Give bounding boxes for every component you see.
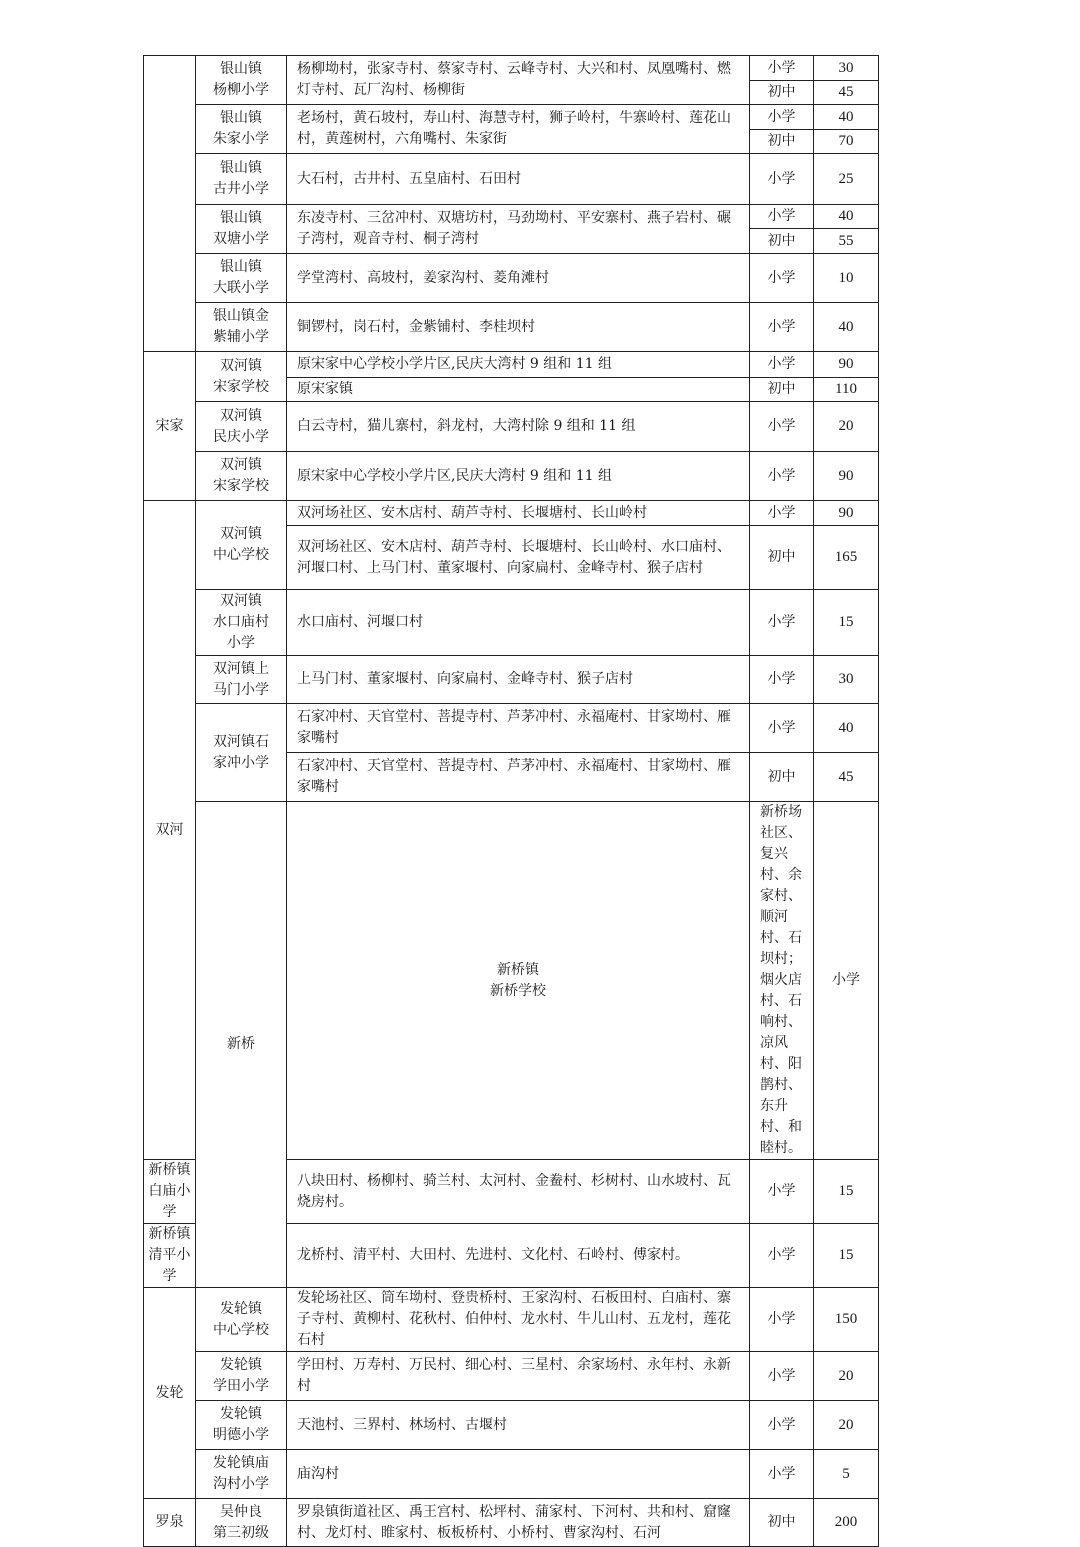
town-name: 双河 — [144, 501, 196, 1160]
school-level: 小学 — [750, 656, 814, 704]
district-villages: 罗泉镇街道社区、禹王宫村、松坪村、蒲家村、下河村、共和村、窟窿村、龙灯村、睢家村、板板桥村、小桥村、曹家沟村、石河 — [287, 1499, 750, 1547]
school-name: 双河镇 水口庙村 小学 — [196, 590, 287, 656]
school-level: 小学 — [750, 1160, 814, 1224]
quota-number: 20 — [814, 1352, 879, 1401]
school-level: 小学 — [750, 1224, 814, 1288]
table-row — [144, 105, 879, 130]
district-villages: 双河场社区、安木店村、葫芦寺村、长堰塘村、长山岭村 — [287, 501, 750, 526]
quota-number: 15 — [814, 590, 879, 656]
district-villages: 石家冲村、天官堂村、菩提寺村、芦茅冲村、永福庵村、甘家坳村、雁家嘴村 — [287, 704, 750, 753]
school-name: 银山镇金 紫辅小学 — [196, 303, 287, 352]
town-name: 新桥 — [196, 802, 287, 1288]
table-row — [144, 352, 879, 378]
school-level: 小学 — [750, 704, 814, 753]
quota-number: 40 — [814, 105, 879, 130]
school-level: 小学 — [750, 205, 814, 229]
table-row — [144, 1499, 879, 1547]
quota-number: 45 — [814, 81, 879, 105]
table-row — [144, 452, 879, 501]
table-row — [144, 1450, 879, 1499]
table-row — [144, 402, 879, 452]
table-row — [144, 590, 879, 656]
school-level: 小学 — [750, 501, 814, 526]
table-row — [144, 704, 879, 753]
town-name: 罗泉 — [144, 1499, 196, 1547]
school-name: 双河镇 宋家学校 — [196, 452, 287, 501]
district-villages: 铜锣村，岗石村，金紫铺村、李桂坝村 — [287, 303, 750, 352]
district-villages: 白云寺村，猫儿寨村，斜龙村，大湾村除 9 组和 11 组 — [287, 402, 750, 452]
school-name: 发轮镇 中心学校 — [196, 1288, 287, 1352]
quota-number: 15 — [814, 1160, 879, 1224]
quota-number: 45 — [814, 753, 879, 802]
district-villages: 龙桥村、清平村、大田村、先进村、文化村、石岭村、傅家村。 — [287, 1224, 750, 1288]
school-level: 小学 — [750, 452, 814, 501]
school-level: 初中 — [750, 526, 814, 590]
quota-number: 90 — [814, 352, 879, 378]
school-level: 小学 — [750, 352, 814, 378]
school-level: 小学 — [750, 1352, 814, 1401]
district-villages: 东凌寺村、三岔冲村、双塘坊村，马劲坳村、平安寨村、燕子岩村、碾子湾村，观音寺村、桐子湾村 — [287, 205, 750, 254]
school-name: 双河镇 中心学校 — [196, 501, 287, 590]
school-name: 发轮镇 学田小学 — [196, 1352, 287, 1401]
district-villages: 发轮场社区、筒车坳村、登贵桥村、王家沟村、石板田村、白庙村、寨子寺村、黄柳村、花秋村、伯仲村、龙水村、牛儿山村、五龙村，莲花石村 — [287, 1288, 750, 1352]
school-level: 小学 — [750, 105, 814, 130]
school-name: 新桥镇 清平小学 — [144, 1224, 196, 1288]
quota-number: 90 — [814, 452, 879, 501]
quota-number: 30 — [814, 56, 879, 81]
table-row — [144, 1288, 879, 1352]
school-name: 双河镇上 马门小学 — [196, 656, 287, 704]
quota-number: 40 — [814, 205, 879, 229]
table-row — [144, 205, 879, 229]
school-level: 初中 — [750, 378, 814, 402]
school-name: 银山镇 大联小学 — [196, 254, 287, 303]
school-name: 银山镇 朱家小学 — [196, 105, 287, 154]
school-level: 小学 — [750, 402, 814, 452]
school-level: 初中 — [750, 1499, 814, 1547]
school-level: 小学 — [750, 1401, 814, 1450]
school-name: 银山镇 古井小学 — [196, 154, 287, 205]
school-level: 小学 — [750, 154, 814, 205]
school-name: 银山镇 双塘小学 — [196, 205, 287, 254]
quota-number: 70 — [814, 130, 879, 154]
quota-number: 40 — [814, 704, 879, 753]
school-name: 银山镇 杨柳小学 — [196, 56, 287, 105]
town-name: 宋家 — [144, 352, 196, 501]
school-level: 小学 — [814, 802, 879, 1160]
quota-number: 165 — [814, 526, 879, 590]
table-row — [144, 656, 879, 704]
district-villages: 双河场社区、安木店村、葫芦寺村、长堰塘村、长山岭村、水口庙村、河堰口村、上马门村、董家堰村、向家扁村、金峰寺村、猴子店村 — [287, 526, 750, 590]
school-level: 初中 — [750, 753, 814, 802]
district-villages: 学田村、万寿村、万民村、细心村、三星村、余家场村、永年村、永新村 — [287, 1352, 750, 1401]
school-name: 发轮镇 明德小学 — [196, 1401, 287, 1450]
quota-number: 40 — [814, 303, 879, 352]
quota-number: 5 — [814, 1450, 879, 1499]
district-villages: 老场村，黄石坡村，寿山村、海慧寺村，狮子岭村，牛寨岭村、莲花山村，黄莲树村，六角嘴村、朱家街 — [287, 105, 750, 154]
quota-number: 30 — [814, 656, 879, 704]
district-villages: 原宋家镇 — [287, 378, 750, 402]
quota-number: 200 — [814, 1499, 879, 1547]
town-name: 发轮 — [144, 1288, 196, 1499]
school-name: 新桥镇 新桥学校 — [287, 802, 750, 1160]
school-level: 初中 — [750, 130, 814, 154]
table-row — [144, 56, 879, 81]
town-cell — [144, 56, 196, 352]
school-level: 小学 — [750, 1288, 814, 1352]
school-level: 小学 — [750, 56, 814, 81]
district-villages: 新桥场社区、复兴村、余家村、顺河村、石坝村； 烟火店村、石响村、凉风村、阳鹊村、东升村、和睦村。 — [750, 802, 814, 1160]
table-row — [144, 802, 879, 1160]
quota-number: 20 — [814, 1401, 879, 1450]
table-row — [144, 501, 879, 526]
district-villages: 原宋家中心学校小学片区,民庆大湾村 9 组和 11 组 — [287, 352, 750, 378]
table-row — [144, 1352, 879, 1401]
district-villages: 石家冲村、天官堂村、菩提寺村、芦茅冲村、永福庵村、甘家坳村、雁家嘴村 — [287, 753, 750, 802]
table-row — [144, 154, 879, 205]
quota-number: 55 — [814, 229, 879, 254]
school-name: 双河镇 宋家学校 — [196, 352, 287, 402]
school-level: 初中 — [750, 81, 814, 105]
school-level: 小学 — [750, 1450, 814, 1499]
district-villages: 天池村、三界村、林场村、古堰村 — [287, 1401, 750, 1450]
table-row — [144, 254, 879, 303]
district-villages: 八块田村、杨柳村、骑兰村、太河村、金鲞村、杉树村、山水坡村、瓦烧房村。 — [287, 1160, 750, 1224]
table-row — [144, 303, 879, 352]
district-villages: 杨柳坳村，张家寺村、蔡家寺村、云峰寺村、大兴和村、凤凰嘴村、燃灯寺村、瓦厂沟村、杨柳街 — [287, 56, 750, 105]
quota-number: 20 — [814, 402, 879, 452]
school-name: 发轮镇庙 沟村小学 — [196, 1450, 287, 1499]
district-villages: 学堂湾村、高坡村，姜家沟村、菱角滩村 — [287, 254, 750, 303]
district-villages: 大石村，古井村、五皇庙村、石田村 — [287, 154, 750, 205]
school-name: 双河镇 民庆小学 — [196, 402, 287, 452]
district-villages: 庙沟村 — [287, 1450, 750, 1499]
quota-number: 90 — [814, 501, 879, 526]
quota-number: 25 — [814, 154, 879, 205]
school-name: 新桥镇 白庙小学 — [144, 1160, 196, 1224]
school-name: 吴仲良 第三初级 — [196, 1499, 287, 1547]
school-name: 双河镇石 家冲小学 — [196, 704, 287, 802]
quota-number: 10 — [814, 254, 879, 303]
quota-number: 150 — [814, 1288, 879, 1352]
quota-number: 110 — [814, 378, 879, 402]
district-villages: 上马门村、董家堰村、向家扁村、金峰寺村、猴子店村 — [287, 656, 750, 704]
quota-number: 15 — [814, 1224, 879, 1288]
school-level: 小学 — [750, 303, 814, 352]
district-villages: 水口庙村、河堰口村 — [287, 590, 750, 656]
district-villages: 原宋家中心学校小学片区,民庆大湾村 9 组和 11 组 — [287, 452, 750, 501]
school-level: 小学 — [750, 590, 814, 656]
enrollment-table — [143, 55, 879, 1547]
school-level: 小学 — [750, 254, 814, 303]
table-row — [144, 1401, 879, 1450]
school-level: 初中 — [750, 229, 814, 254]
